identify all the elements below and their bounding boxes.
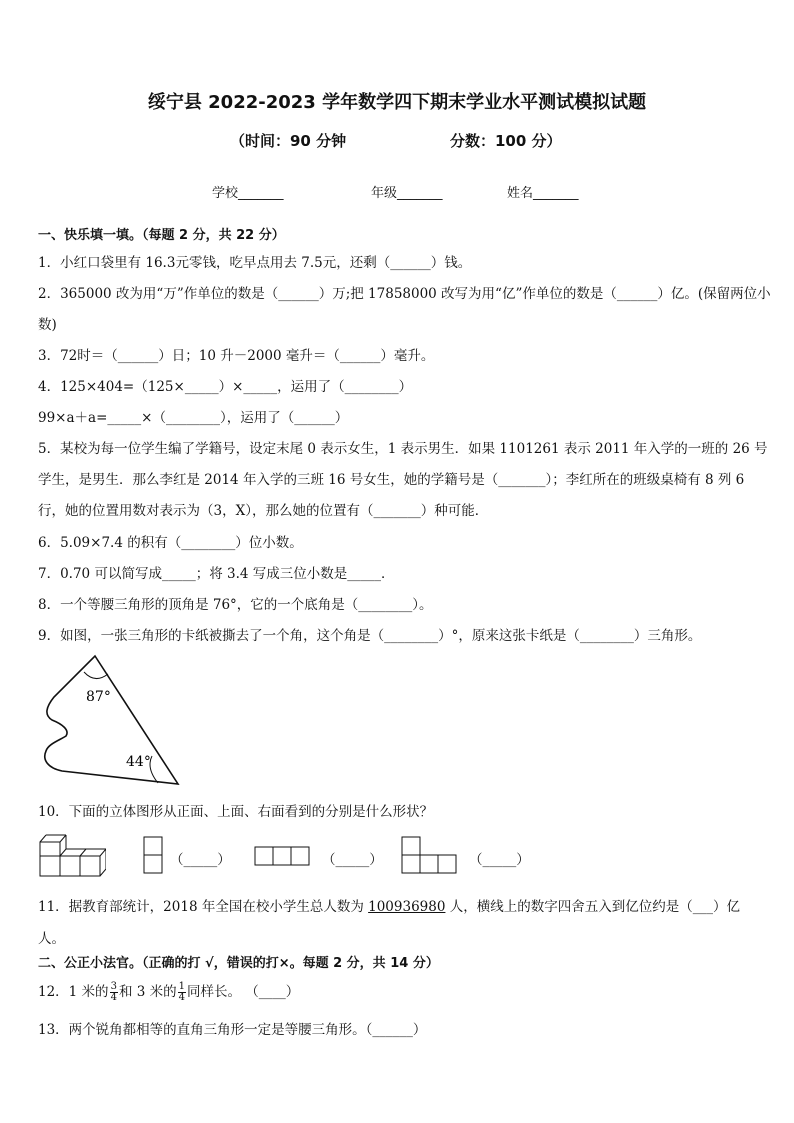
underlined-number: 100936980 <box>368 899 446 915</box>
question-4: 4．125×404=（125×_____）×_____，运用了（________） <box>38 379 413 395</box>
exam-score: 分数：100 分） <box>450 132 562 150</box>
fraction-1-4: $\frac{1}{4}$ <box>178 981 185 1003</box>
question-9: 9．如图，一张三角形的卡纸被撕去了一个角，这个角是（________）°，原来这张卡纸是（________）三角形。 <box>38 628 702 644</box>
view-figure-3 <box>401 836 459 874</box>
fraction-3-4: $\frac{3}{4}$ <box>110 981 117 1003</box>
question-2: 2．365000 改为用“万”作单位的数是（______）万;把 17858000 改写为用“亿”作单位的数是（______）亿。(保留两位小 <box>38 286 771 302</box>
name-field: 姓名_______ <box>507 186 579 201</box>
section-2-heading: 二、公正小法官。（正确的打 √，错误的打×。每题 2 分，共 14 分） <box>38 956 439 971</box>
view-2-blank: （_____） <box>322 852 383 868</box>
question-2-cont: 数) <box>38 317 57 333</box>
angle-label-44: 44° <box>126 754 151 770</box>
view-3-blank: （_____） <box>469 852 530 868</box>
angle-label-87: 87° <box>86 689 111 705</box>
question-3: 3．72时＝（______）日；10 升－2000 毫升＝（______）毫升。 <box>38 348 435 364</box>
question-7: 7．0.70 可以简写成_____；将 3.4 写成三位小数是_____． <box>38 566 395 582</box>
section-1-heading: 一、快乐填一填。（每题 2 分，共 22 分） <box>38 228 285 243</box>
school-field: 学校_______ <box>212 186 284 201</box>
exam-time: （时间：90 分钟 <box>230 132 347 150</box>
question-6: 6．5.09×7.4 的积有（________）位小数。 <box>38 535 303 551</box>
question-4-cont: 99×a＋a=_____×（________），运用了（______） <box>38 410 349 426</box>
question-11: 11．据教育部统计，2018 年全国在校小学生总人数为 100936980 人，横线上的数字四舍五入到亿位约是（___）亿 <box>38 899 740 915</box>
question-1: 1．小红口袋里有 16.3元零钱，吃早点用去 7.5元，还剩（______）钱。 <box>38 255 472 271</box>
question-13: 13．两个锐角都相等的直角三角形一定是等腰三角形。（______） <box>38 1022 427 1038</box>
grade-field: 年级_______ <box>371 186 443 201</box>
subtitle <box>230 130 590 151</box>
view-figure-1 <box>143 836 163 874</box>
cube-solid-figure <box>38 832 106 880</box>
page-title: 绥宁县 2022-2023 学年数学四下期末学业水平测试模拟试题 <box>147 92 647 113</box>
angle-arc-top <box>84 672 108 679</box>
question-8: 8．一个等腰三角形的顶角是 76°，它的一个底角是（________）。 <box>38 597 433 613</box>
question-5: 5．某校为每一位学生编了学籍号，设定末尾 0 表示女生，1 表示男生．如果 1101261 表示 2011 年入学的一班的 26 号 <box>38 441 768 457</box>
question-12: 12．1 米的 $\frac{3}{4}$ 和 3 米的 $\frac{1}{4}$ 同样长。 （____） <box>38 981 300 1003</box>
question-10: 10．下面的立体图形从正面、上面、右面看到的分别是什么形状？ <box>38 804 434 820</box>
view-1-blank: （_____） <box>170 852 231 868</box>
torn-triangle-figure <box>40 652 185 788</box>
question-11-cont: 人。 <box>38 931 65 947</box>
angle-arc-bottom <box>150 756 158 783</box>
view-figure-2 <box>254 846 310 866</box>
question-5-cont2: 行，她的位置用数对表示为（3，X），那么她的位置有（_______）种可能． <box>38 503 489 519</box>
question-5-cont: 学生，是男生．那么李红是 2014 年入学的三班 16 号女生，她的学籍号是（_______）；李红所在的班级桌椅有 8 列 6 <box>38 472 745 488</box>
